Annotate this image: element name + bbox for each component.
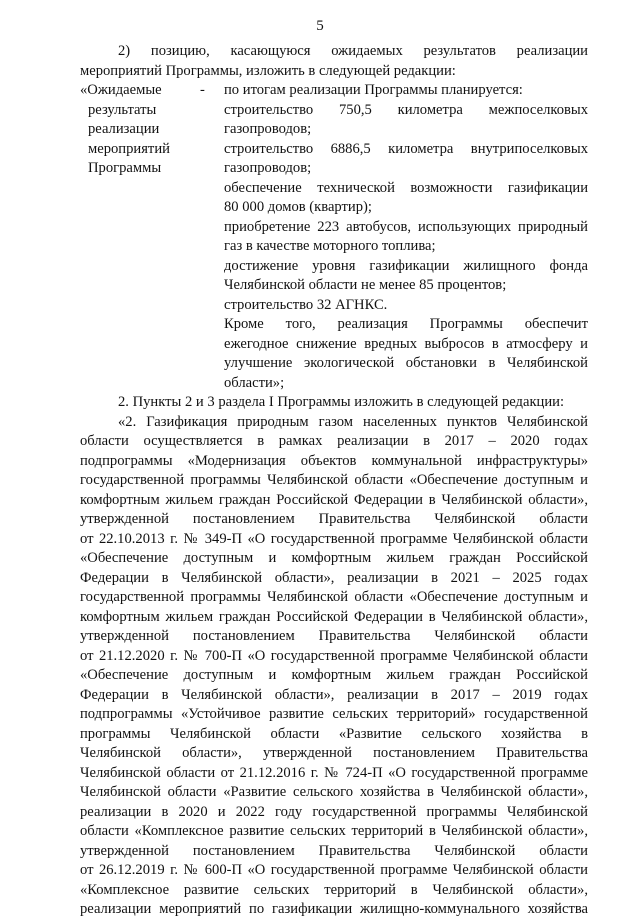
expected-results-block (80, 81, 588, 393)
result-item (224, 101, 588, 140)
result-item-line: газопроводов; (224, 160, 312, 176)
points-heading: 2. Пункты 2 и 3 раздела I Программы изложить в следующей редакции: (118, 394, 565, 410)
result-item-line: строительство 32 АГНКС. (224, 296, 388, 313)
result-item (224, 218, 588, 257)
label-rest (80, 101, 200, 179)
result-item-line: по итогам реализации Программы планируется: (224, 82, 523, 98)
points-paragraph (80, 413, 588, 920)
paragraph-line: утвержденной постановлением Правительства Челябинской области (80, 511, 588, 527)
paragraph-line: области «Комплексное развитие сельских территорий в Челябинской области», (80, 823, 588, 839)
result-item-line: ежегодное снижение вредных выбросов в атмосферу и (224, 335, 588, 352)
paragraph-line: утвержденной постановлением Правительства Челябинской области (80, 842, 588, 859)
paragraph-line: Челябинской области от 21.12.2016 г. № 724-П «О государственной программе (80, 764, 588, 781)
paragraph-line: комфортным жильем граждан Российской Федерации в Челябинской области», (80, 608, 588, 625)
result-item-line: улучшение экологической обстановки в Челябинской (224, 355, 588, 371)
label-line: Программы (88, 160, 162, 176)
result-item-line: Челябинской области не менее 85 процентов; (224, 277, 507, 293)
result-item-line: Кроме того, реализация Программы обеспечит (224, 316, 588, 332)
paragraph-line: реализации в 2020 и 2022 году государственной программы Челябинской (80, 803, 588, 820)
paragraph-line: Федерации в Челябинской области», реализации в 2017 – 2019 годах (80, 686, 588, 703)
paragraph-line: программы Челябинской области «Развитие сельского хозяйства в (80, 725, 588, 742)
paragraph-line: комфортным жильем граждан Российской Федерации в Челябинской области», (80, 491, 588, 508)
paragraph-line: реализации мероприятий по газификации жилищно-коммунального хозяйства (80, 901, 588, 917)
result-item (224, 81, 588, 101)
intro-line: 2) позицию, касающуюся ожидаемых результатов реализации (118, 43, 588, 59)
page-number: 5 (316, 18, 324, 34)
paragraph-line: утвержденной постановлением Правительства Челябинской области (80, 628, 588, 644)
expected-results-list (224, 81, 588, 393)
result-item-line: газ в качестве моторного топлива; (224, 238, 436, 254)
result-item (224, 315, 588, 393)
result-item-line: обеспечение технической возможности газификации (224, 179, 588, 196)
paragraph-line: «Обеспечение доступным и комфортным жильем граждан Российской (80, 667, 588, 683)
paragraph-line: Федерации в Челябинской области», реализации в 2021 – 2025 годах (80, 569, 588, 586)
document-body (80, 42, 588, 920)
result-item-line: достижение уровня газификации жилищного фонда (224, 257, 588, 274)
result-item (224, 179, 588, 218)
result-item-line: приобретение 223 автобусов, использующих природный (224, 218, 588, 235)
paragraph-line: от 22.10.2013 г. № 349-П «О государственной программе Челябинской области (80, 530, 588, 547)
paragraph-line: «2. Газификация природным газом населенных пунктов Челябинской (118, 413, 588, 430)
result-item-line: строительство 750,5 километра межпоселковых (224, 101, 588, 118)
paragraph-line: государственной программы Челябинской области «Обеспечение доступным и (80, 589, 588, 605)
paragraph-line: государственной программы Челябинской области «Обеспечение доступным и (80, 472, 588, 488)
intro-line: мероприятий Программы, изложить в следующей редакции: (80, 62, 456, 79)
result-item-line: строительство 6886,5 километра внутрипоселковых (224, 140, 588, 157)
section2-intro (80, 42, 588, 81)
label-line: реализации (88, 121, 160, 137)
label-line: результаты (88, 101, 157, 118)
paragraph-line: «Обеспечение доступным и комфортным жильем граждан Российской (80, 550, 588, 566)
result-item-line: 80 000 домов (квартир); (224, 199, 372, 215)
paragraph-line: подпрограммы «Модернизация объектов коммунальной инфраструктуры» (80, 452, 588, 469)
result-item-line: области»; (224, 374, 285, 391)
label-line: «Ожидаемые (80, 82, 162, 98)
result-item-line: газопроводов; (224, 121, 312, 137)
label-dash: - (200, 82, 205, 98)
paragraph-line: Челябинской области «Развитие сельского хозяйства в Челябинской области», (80, 784, 588, 800)
paragraph-line: Челябинской области», утвержденной постановлением Правительства (80, 745, 588, 761)
label-line: мероприятий (88, 140, 170, 157)
paragraph-line: области осуществляется в рамках реализации в 2017 – 2020 годах (80, 433, 588, 449)
result-item (224, 257, 588, 296)
paragraph-line: от 26.12.2019 г. № 600-П «О государственной программе Челябинской области (80, 862, 588, 878)
paragraph-line: от 21.12.2020 г. № 700-П «О государственной программе Челябинской области (80, 647, 588, 664)
result-item (224, 140, 588, 179)
result-item (224, 296, 588, 316)
paragraph-line: подпрограммы «Устойчивое развитие сельских территорий» государственной (80, 706, 588, 722)
expected-results-label (80, 81, 200, 393)
paragraph-line: «Комплексное развитие сельских территорий в Челябинской области», (80, 881, 588, 898)
